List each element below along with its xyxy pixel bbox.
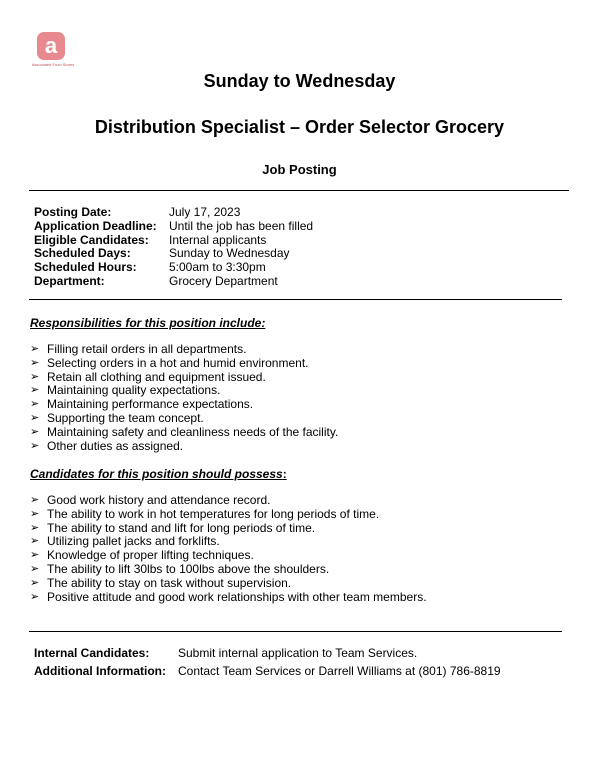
footer-row-internal-candidates [34, 646, 501, 664]
list-item [30, 577, 427, 591]
detail-value: Sunday to Wednesday [169, 246, 290, 261]
arrow-bullet-icon: ➢ [30, 521, 40, 534]
list-item [30, 412, 338, 426]
list-item [30, 494, 427, 508]
list-item-text: Knowledge of proper lifting techniques. [47, 548, 254, 563]
schedule-title: Sunday to Wednesday [203, 71, 396, 91]
arrow-bullet-icon: ➢ [30, 356, 40, 369]
list-item-text: The ability to lift 30lbs to 100lbs above the shoulders. [47, 561, 330, 576]
list-item-text: Other duties as assigned. [47, 438, 184, 453]
detail-label: Department: [34, 273, 105, 288]
detail-label: Application Deadline: [34, 218, 157, 233]
list-item-text: Maintaining performance expectations. [47, 397, 254, 412]
list-item [30, 508, 427, 522]
detail-value: Until the job has been filled [169, 218, 314, 233]
arrow-bullet-icon: ➢ [30, 535, 40, 548]
arrow-bullet-icon: ➢ [30, 494, 40, 506]
detail-value: Internal applicants [169, 232, 267, 247]
logo-mark: a [37, 32, 65, 60]
qualifications-list [30, 494, 427, 604]
list-item-text: Filling retail orders in all departments. [47, 342, 247, 356]
job-title: Distribution Specialist – Order Selector Grocery [94, 117, 505, 137]
detail-value: July 17, 2023 [169, 205, 241, 219]
responsibilities-list [30, 343, 338, 453]
list-item-text: The ability to stay on task without supervision. [47, 575, 292, 590]
qualifications-heading [30, 467, 287, 481]
arrow-bullet-icon: ➢ [30, 562, 40, 575]
arrow-bullet-icon: ➢ [30, 343, 40, 355]
detail-row-eligible-candidates [34, 234, 313, 248]
arrow-bullet-icon: ➢ [30, 425, 40, 438]
arrow-bullet-icon: ➢ [30, 411, 40, 424]
detail-label: Eligible Candidates: [34, 232, 149, 247]
list-item [30, 440, 338, 454]
detail-row-department [34, 275, 313, 289]
contact-info [34, 646, 501, 682]
arrow-bullet-icon: ➢ [30, 590, 40, 603]
detail-label: Scheduled Days: [34, 246, 131, 261]
list-item-text: Selecting orders in a hot and humid environment. [47, 355, 309, 370]
detail-value: 5:00am to 3:30pm [169, 260, 266, 275]
list-item [30, 549, 427, 563]
footer-value: Submit internal application to Team Services. [178, 646, 418, 660]
footer-value: Contact Team Services or Darrell Williams at (801) 786-8819 [178, 664, 501, 678]
detail-row-scheduled-hours [34, 261, 313, 275]
arrow-bullet-icon: ➢ [30, 507, 40, 520]
list-item-text: Good work history and attendance record. [47, 493, 271, 507]
logo-caption: Associated Food Stores [31, 62, 75, 67]
list-item-text: Retain all clothing and equipment issued. [47, 369, 266, 384]
arrow-bullet-icon: ➢ [30, 370, 40, 383]
detail-row-application-deadline [34, 220, 313, 234]
list-item [30, 343, 338, 357]
arrow-bullet-icon: ➢ [30, 398, 40, 411]
footer-row-additional-information [34, 664, 501, 682]
list-item [30, 535, 427, 549]
divider-footer [29, 631, 562, 632]
responsibilities-heading: Responsibilities for this position include: [30, 316, 266, 330]
list-item [30, 384, 338, 398]
detail-row-posting-date [34, 206, 313, 220]
job-posting-subtitle: Job Posting [262, 162, 337, 177]
list-item-text: The ability to stand and lift for long periods of time. [47, 520, 316, 535]
detail-row-scheduled-days [34, 247, 313, 261]
list-item-text: Maintaining safety and cleanliness needs of the facility. [47, 424, 339, 439]
list-item-text: Positive attitude and good work relationships with other team members. [47, 589, 427, 604]
list-item [30, 357, 338, 371]
qualifications-heading-colon: : [282, 467, 287, 481]
list-item [30, 591, 427, 605]
detail-label: Scheduled Hours: [34, 260, 137, 275]
arrow-bullet-icon: ➢ [30, 576, 40, 589]
list-item [30, 522, 427, 536]
arrow-bullet-icon: ➢ [30, 439, 40, 452]
company-logo [30, 32, 76, 67]
footer-label: Internal Candidates: [34, 646, 150, 660]
arrow-bullet-icon: ➢ [30, 384, 40, 397]
list-item [30, 398, 338, 412]
detail-value: Grocery Department [169, 273, 278, 288]
posting-details [34, 206, 313, 289]
list-item [30, 426, 338, 440]
footer-label: Additional Information: [34, 664, 166, 678]
arrow-bullet-icon: ➢ [30, 549, 40, 562]
detail-label: Posting Date: [34, 205, 112, 219]
divider-details [29, 299, 562, 300]
list-item-text: Supporting the team concept. [47, 410, 204, 425]
list-item-text: The ability to work in hot temperatures for long periods of time. [47, 506, 380, 521]
divider-top [29, 190, 569, 191]
list-item-text: Utilizing pallet jacks and forklifts. [47, 534, 220, 549]
qualifications-heading-text: Candidates for this position should possess [30, 467, 283, 481]
list-item [30, 563, 427, 577]
list-item-text: Maintaining quality expectations. [47, 383, 221, 398]
list-item [30, 371, 338, 385]
